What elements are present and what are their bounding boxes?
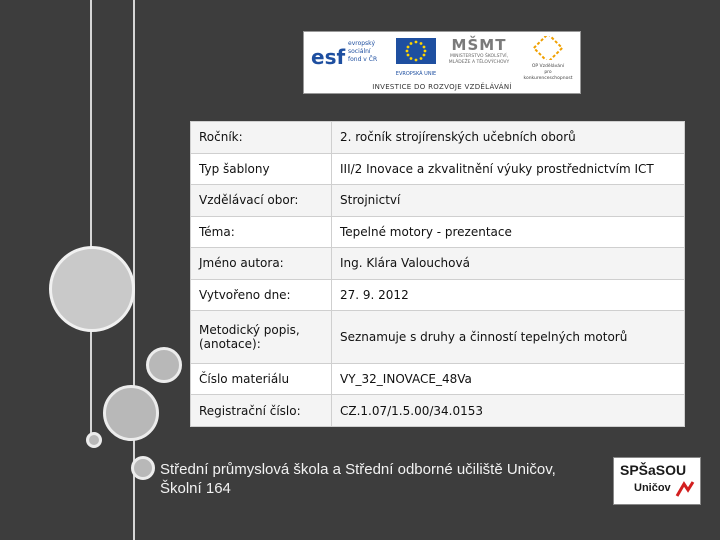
svg-text:esf: esf <box>311 45 346 69</box>
msmt-logo <box>446 36 512 76</box>
op-line-2: pro konkurenceschopnost <box>523 70 573 81</box>
row-label: Jméno autora: <box>191 248 332 280</box>
eu-label: EVROPSKÁ UNIE <box>395 71 437 77</box>
decor-circle-footer <box>131 456 155 480</box>
op-vk-icon <box>520 36 576 60</box>
esf-icon <box>310 37 346 73</box>
row-value: Tepelné motory - prezentace <box>332 216 685 248</box>
decor-circle-large <box>49 246 135 332</box>
school-logo <box>613 457 701 505</box>
table-row <box>191 248 685 280</box>
row-value: Seznamuje s druhy a činností tepelných motorů <box>332 311 685 364</box>
esf-line-2: sociální <box>348 48 371 55</box>
decor-line-left <box>90 0 92 440</box>
eu-flag-icon <box>392 38 440 66</box>
esf-line-1: evropský <box>348 40 375 47</box>
info-table <box>190 121 685 427</box>
row-label: Vzdělávací obor: <box>191 185 332 217</box>
table-row <box>191 279 685 311</box>
op-line-1: OP Vzdělávání <box>531 64 565 69</box>
table-row <box>191 395 685 427</box>
msmt-mark: MŠMT <box>451 36 507 54</box>
school-name-line-1: Střední průmyslová škola a Střední odborné učiliště Uničov, <box>160 461 556 478</box>
banner-caption: INVESTICE DO ROZVOJE VZDĚLÁVÁNÍ <box>372 83 512 91</box>
table-row <box>191 122 685 154</box>
msmt-line-2: MLÁDEŽE A TĚLOVÝCHOVY <box>448 60 510 65</box>
esf-line-3: fond v ČR <box>348 56 378 63</box>
school-logo-icon <box>674 478 696 500</box>
decor-circle-lower <box>103 385 159 441</box>
row-value: III/2 Inovace a zkvalitnění výuky prostřednictvím ICT <box>332 153 685 185</box>
row-label: Typ šablony <box>191 153 332 185</box>
decor-circle-small <box>86 432 102 448</box>
row-value: CZ.1.07/1.5.00/34.0153 <box>332 395 685 427</box>
logo-banner <box>303 31 581 94</box>
row-label: Téma: <box>191 216 332 248</box>
table-row <box>191 216 685 248</box>
row-value: VY_32_INOVACE_48Va <box>332 363 685 395</box>
table-row <box>191 363 685 395</box>
school-logo-bottom: Uničov <box>634 482 671 494</box>
table-row <box>191 153 685 185</box>
school-logo-top: SPŠaSOU <box>620 462 687 478</box>
row-value: 27. 9. 2012 <box>332 279 685 311</box>
row-label: Registrační číslo: <box>191 395 332 427</box>
esf-logo <box>310 37 388 75</box>
row-value: 2. ročník strojírenských učebních oborů <box>332 122 685 154</box>
msmt-line-1: MINISTERSTVO ŠKOLSTVÍ, <box>449 54 509 59</box>
row-label: Vytvořeno dne: <box>191 279 332 311</box>
row-label: Metodický popis, (anotace): <box>191 311 332 364</box>
row-value: Ing. Klára Valouchová <box>332 248 685 280</box>
table-row <box>191 185 685 217</box>
row-value: Strojnictví <box>332 185 685 217</box>
school-name-line-2: Školní 164 <box>160 480 231 497</box>
op-vk-logo <box>520 36 576 81</box>
table-row <box>191 311 685 364</box>
decor-circle-medium <box>146 347 182 383</box>
row-label: Číslo materiálu <box>191 363 332 395</box>
eu-logo <box>392 38 440 76</box>
row-label: Ročník: <box>191 122 332 154</box>
school-name <box>160 460 600 498</box>
